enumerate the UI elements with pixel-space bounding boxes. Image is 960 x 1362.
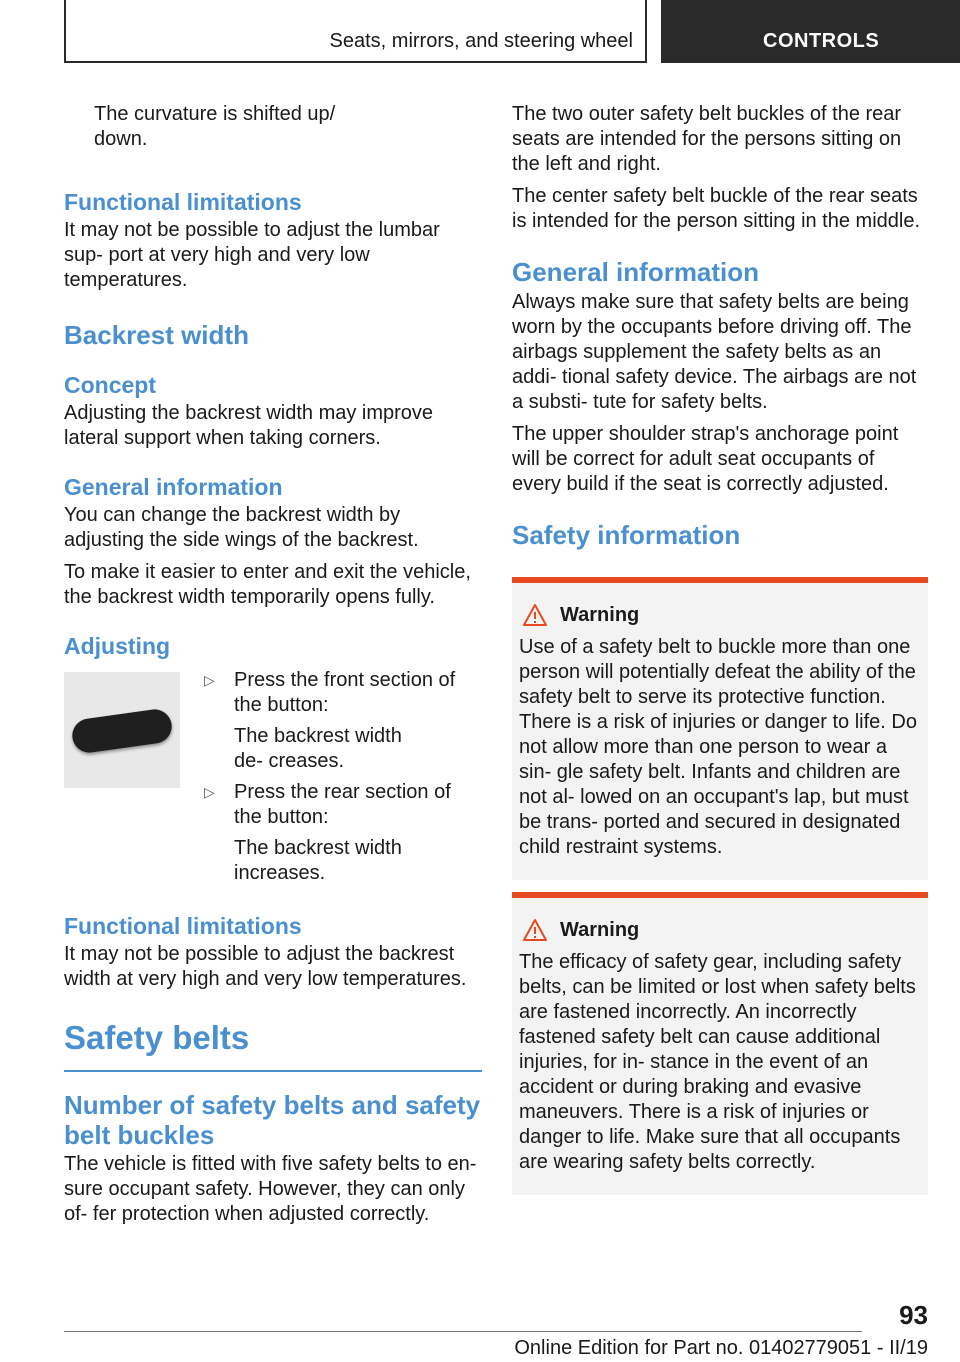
warning-title: Warning xyxy=(560,918,640,941)
right-column xyxy=(512,102,928,1195)
adjusting-steps xyxy=(204,668,482,886)
triangle-bullet-icon: ▷ xyxy=(204,672,215,688)
step-text: Press the rear section of the button: xyxy=(234,781,451,828)
header-section-tab xyxy=(64,0,647,63)
general-information-right-text-2: The upper shoulder strap's anchorage point will be correct for adult seat occupants of every build if the seat is correctly adjusted. xyxy=(512,423,899,495)
warning-triangle-icon xyxy=(522,603,548,627)
adjusting-heading: Adjusting xyxy=(64,633,171,659)
step-result: The backrest width increases. xyxy=(234,837,402,884)
outer-buckles-text: The two outer safety belt buckles of the rear seats are intended for the persons sitting on the left and right. xyxy=(512,103,902,175)
general-information-text-2: To make it easier to enter and exit the vehicle, the backrest width temporarily opens fully. xyxy=(64,561,471,608)
concept-text: Adjusting the backrest width may improve lateral support when taking corners. xyxy=(64,402,434,449)
backrest-button-shape xyxy=(70,707,174,755)
number-of-belts-text: The vehicle is fitted with five safety belts to en- sure occupant safety. However, they can only of- fer protection when adjusted correctly. xyxy=(64,1153,477,1225)
warning-text: Use of a safety belt to buckle more than one person will potentially defeat the ability of the safety belt to serve its protective function. There is a risk of injuries or danger to life. Do not allow more than one person to wear a sin- gle safety belt. Infants and children are not al- lowed on an occupant's lap, but must be trans- ported and secured in designated child restraint systems. xyxy=(519,636,917,858)
header-chapter-title: CONTROLS xyxy=(763,30,880,52)
general-information-text-1: You can change the backrest width by adjusting the side wings of the backrest. xyxy=(64,504,419,551)
warning-triangle-icon xyxy=(522,918,548,942)
warning-text: The efficacy of safety gear, including safety belts, can be limited or lost when safety belts are fastened incorrectly. An incorrectly fastened safety belt can cause additional injuries, for in- stance in the event of an accident or during braking and evasive maneuvers. There is a risk of injuries or danger to life. Make sure that all occupants are wearing safety belts correctly. xyxy=(519,951,916,1173)
backrest-button-image xyxy=(64,672,180,788)
step-item xyxy=(204,668,482,774)
general-information-heading: General information xyxy=(64,474,283,500)
step-result: The backrest width de- creases. xyxy=(234,725,402,772)
number-of-belts-heading: Number of safety belts and safety belt buckles xyxy=(64,1090,481,1150)
functional-limitations-heading: Functional limitations xyxy=(64,189,302,215)
triangle-bullet-icon: ▷ xyxy=(204,784,215,800)
step-item xyxy=(204,780,482,886)
header-section-title: Seats, mirrors, and steering wheel xyxy=(329,30,633,52)
safety-belts-heading: Safety belts xyxy=(64,1018,482,1072)
header-chapter-tab xyxy=(661,0,960,63)
warning-box xyxy=(512,577,928,880)
warning-title-row xyxy=(519,603,922,627)
footer-divider xyxy=(64,1331,862,1332)
functional-limitations-heading-2: Functional limitations xyxy=(64,913,302,939)
backrest-width-heading: Backrest width xyxy=(64,320,249,350)
functional-limitations-text-2: It may not be possible to adjust the backrest width at very high and very low temperatures. xyxy=(64,943,467,990)
curvature-text: The curvature is shifted up/ down. xyxy=(94,103,336,150)
left-column xyxy=(64,102,482,1227)
page-number: 93 xyxy=(899,1300,928,1330)
warning-box xyxy=(512,892,928,1195)
center-buckle-text: The center safety belt buckle of the rear seats is intended for the person sitting in the middle. xyxy=(512,185,921,232)
step-text: Press the front section of the button: xyxy=(234,669,456,716)
general-information-heading-right: General information xyxy=(512,257,760,287)
edition-text: Online Edition for Part no. 01402779051 - II/19 xyxy=(514,1337,928,1359)
safety-information-heading: Safety information xyxy=(512,520,741,550)
general-information-right-text-1: Always make sure that safety belts are being worn by the occupants before driving off. The airbags supplement the safety belts as an addi- tional safety device. The airbags are not a substi- tute for safety belts. xyxy=(512,291,917,413)
concept-heading: Concept xyxy=(64,372,156,398)
warning-title-row xyxy=(519,918,922,942)
functional-limitations-text: It may not be possible to adjust the lumbar sup- port at very high and very low temperatures. xyxy=(64,219,440,291)
adjusting-block xyxy=(64,668,482,886)
warning-title: Warning xyxy=(560,603,640,626)
